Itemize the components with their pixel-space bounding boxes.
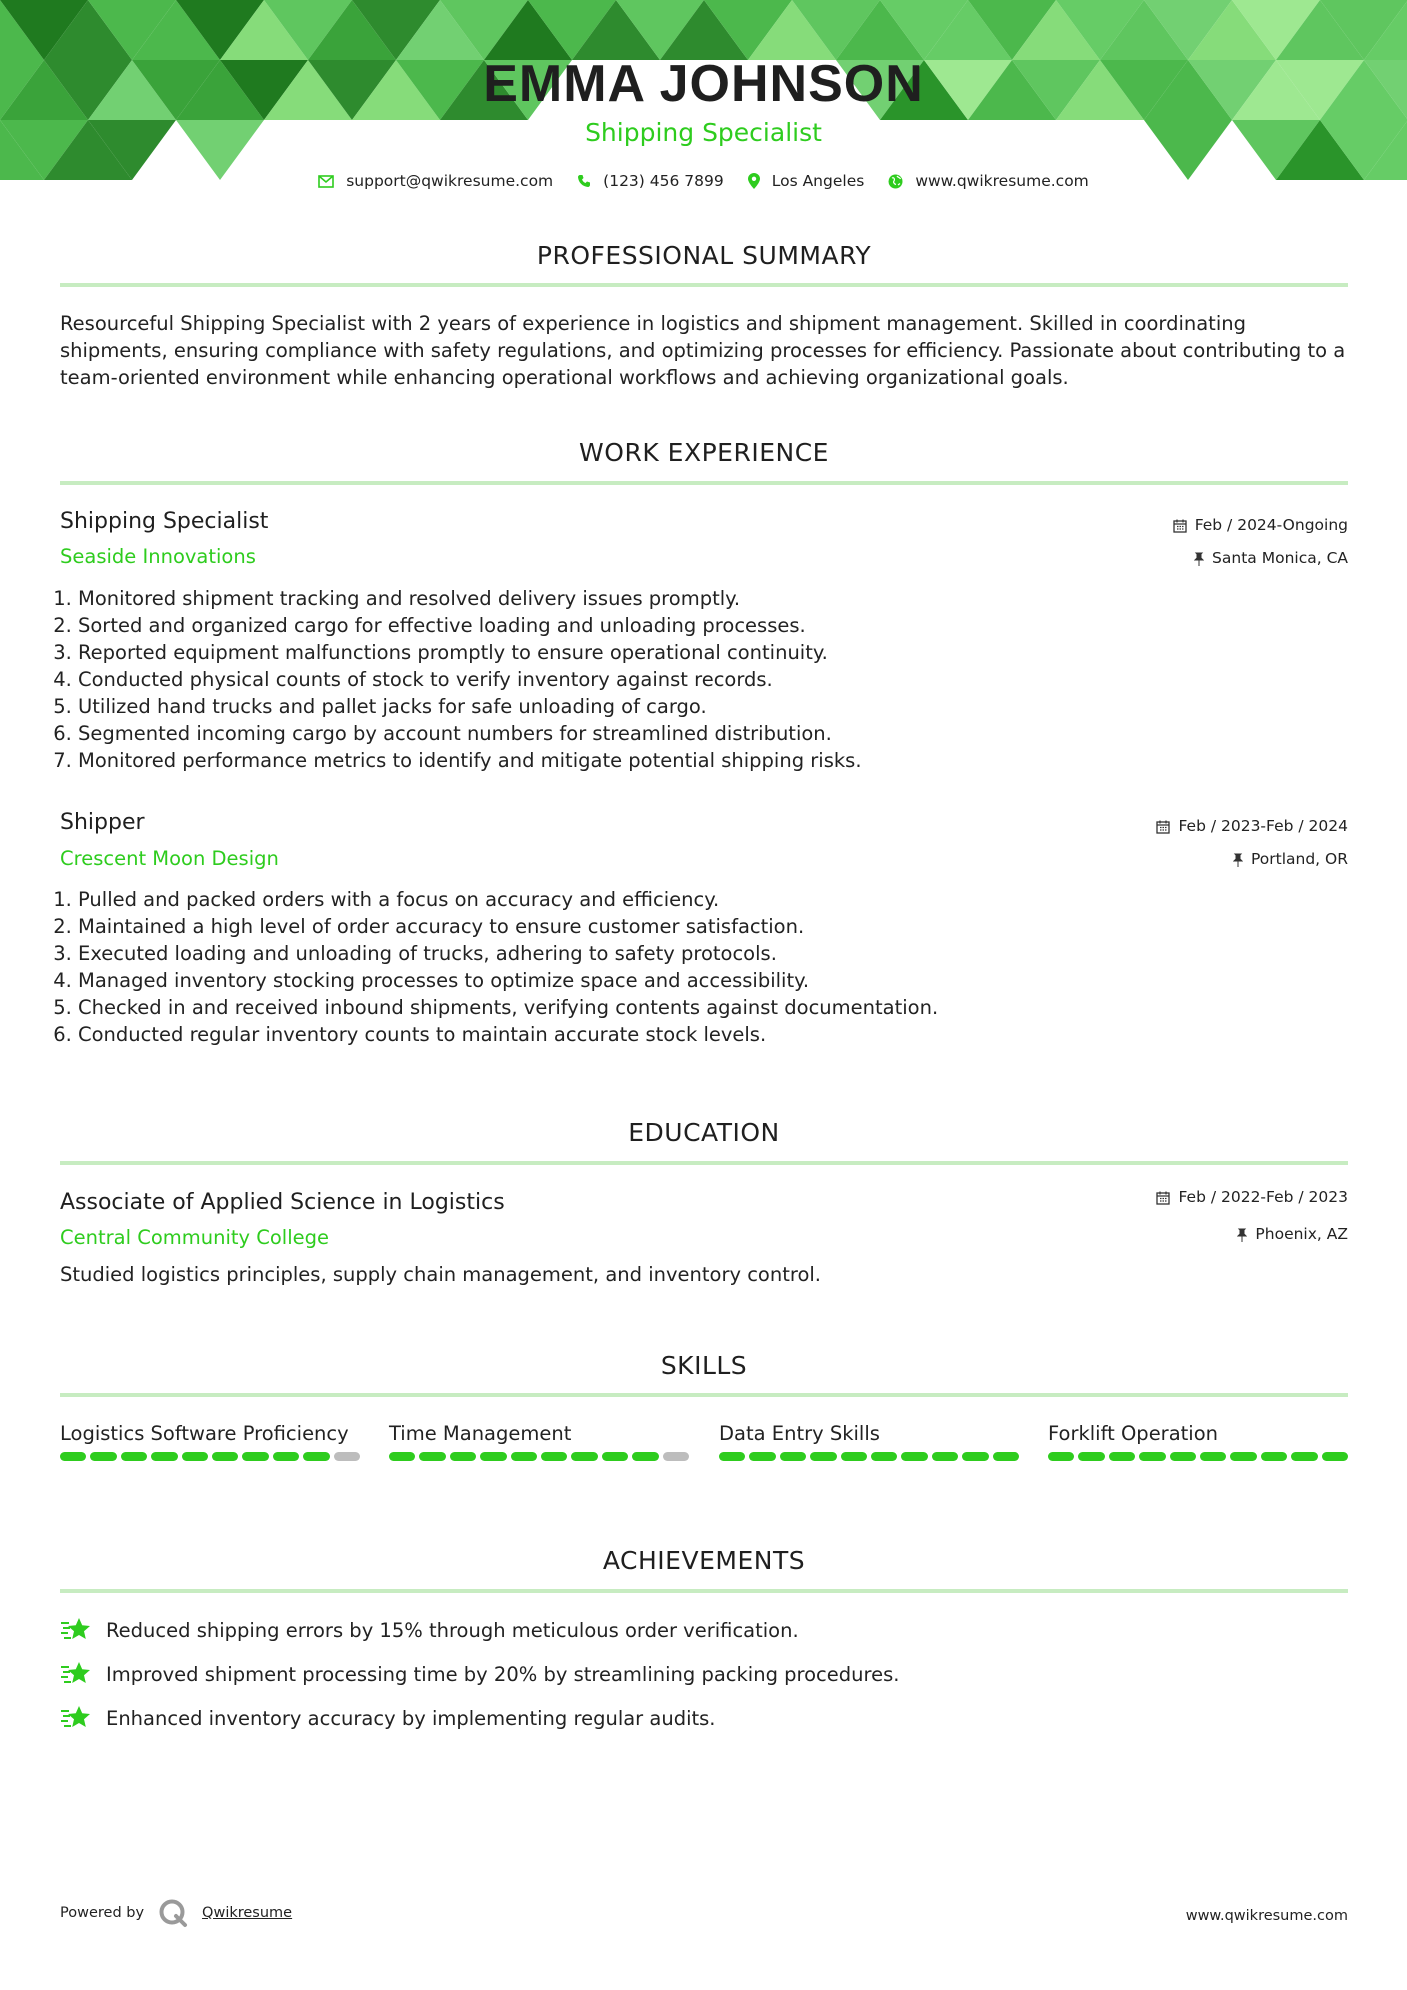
- skill-item: [719, 1420, 1019, 1461]
- experience-rule: [60, 481, 1348, 485]
- skill-segment: [334, 1452, 360, 1461]
- skill-segment: [1261, 1452, 1287, 1461]
- education-description: Studied logistics principles, supply chain management, and inventory control.: [60, 1263, 821, 1286]
- contact-website[interactable]: [888, 172, 1088, 190]
- skill-segment: [212, 1452, 238, 1461]
- skill-segment: [932, 1452, 958, 1461]
- job-title: Shipper: [60, 810, 145, 835]
- skill-segment: [480, 1452, 506, 1461]
- list-item: 3. Executed loading and unloading of trucks, adhering to safety protocols.: [78, 940, 1348, 967]
- pin-icon: [1237, 1228, 1247, 1242]
- skill-name: Time Management: [389, 1422, 572, 1445]
- job-location-text: Santa Monica, CA: [1212, 549, 1348, 567]
- star-icon: [60, 1705, 92, 1731]
- education-location-text: Phoenix, AZ: [1255, 1225, 1348, 1243]
- qwikresume-logo-icon: [158, 1898, 188, 1928]
- skill-segment: [121, 1452, 147, 1461]
- skills-heading: SKILLS: [660, 1351, 748, 1380]
- skill-segment: [242, 1452, 268, 1461]
- contact-bar: [0, 172, 1407, 190]
- skill-segment: [450, 1452, 476, 1461]
- skill-segment: [901, 1452, 927, 1461]
- skill-segment: [632, 1452, 658, 1461]
- star-icon: [60, 1661, 92, 1687]
- skill-segment: [182, 1452, 208, 1461]
- job-location-text: Portland, OR: [1250, 850, 1348, 868]
- footer-branding: [60, 1898, 292, 1928]
- pin-icon: [1194, 552, 1204, 566]
- skill-segment: [419, 1452, 445, 1461]
- education-dates: [1156, 1190, 1348, 1206]
- skill-segment: [1139, 1452, 1165, 1461]
- candidate-title: Shipping Specialist: [585, 118, 822, 147]
- envelope-icon: [318, 175, 334, 188]
- job-title: Shipping Specialist: [60, 509, 269, 534]
- achievement-text: Improved shipment processing time by 20% by streamlining packing procedures.: [106, 1662, 900, 1686]
- achievement-item: [60, 1617, 799, 1643]
- skill-segment: [780, 1452, 806, 1461]
- job-company: Seaside Innovations: [60, 545, 256, 568]
- skill-name: Forklift Operation: [1048, 1422, 1219, 1445]
- list-item: 7. Monitored performance metrics to identify and mitigate potential shipping risks.: [78, 747, 1348, 774]
- skill-level-bar: [60, 1452, 360, 1461]
- pin-icon: [1233, 853, 1243, 867]
- degree-title: Associate of Applied Science in Logistics: [60, 1190, 505, 1215]
- job-duties-list: [52, 886, 1348, 1048]
- skill-segment: [810, 1452, 836, 1461]
- achievements-heading: ACHIEVEMENTS: [602, 1546, 806, 1575]
- summary-heading: PROFESSIONAL SUMMARY: [536, 241, 872, 270]
- education-dates-text: Feb / 2022-Feb / 2023: [1178, 1188, 1348, 1206]
- skill-level-bar: [719, 1452, 1019, 1461]
- list-item: 3. Reported equipment malfunctions promptly to ensure operational continuity.: [78, 639, 1348, 666]
- skill-segment: [962, 1452, 988, 1461]
- skill-segment: [151, 1452, 177, 1461]
- skill-level-bar: [1048, 1452, 1348, 1461]
- phone-icon: [577, 174, 591, 188]
- summary-rule: [60, 283, 1348, 287]
- footer-website[interactable]: www.qwikresume.com: [1185, 1908, 1348, 1924]
- education-rule: [60, 1161, 1348, 1165]
- achievement-text: Enhanced inventory accuracy by implementing regular audits.: [106, 1706, 716, 1730]
- contact-phone-text: (123) 456 7899: [603, 172, 724, 190]
- achievement-text: Reduced shipping errors by 15% through meticulous order verification.: [106, 1618, 799, 1642]
- list-item: 1. Monitored shipment tracking and resolved delivery issues promptly.: [78, 585, 1348, 612]
- skill-segment: [841, 1452, 867, 1461]
- achievement-item: [60, 1705, 716, 1731]
- summary-text: Resourceful Shipping Specialist with 2 years of experience in logistics and shipment management. Skilled in coordinating shipments, ensuring compliance with safety regulations, and optimizing processes for efficiency. Passionate about contributing to a team-oriented environment while enhancing operational workflows and achieving organizational goals.: [60, 312, 1346, 389]
- job-location: [1194, 551, 1348, 567]
- job-dates: [1173, 518, 1348, 534]
- skill-item: [389, 1420, 689, 1461]
- skill-segment: [303, 1452, 329, 1461]
- contact-phone[interactable]: [577, 172, 724, 190]
- experience-heading: WORK EXPERIENCE: [579, 438, 829, 467]
- list-item: 4. Managed inventory stocking processes to optimize space and accessibility.: [78, 967, 1348, 994]
- star-icon: [60, 1617, 92, 1643]
- skill-segment: [60, 1452, 86, 1461]
- skill-level-bar: [389, 1452, 689, 1461]
- skill-name: Data Entry Skills: [719, 1422, 880, 1445]
- contact-email[interactable]: [318, 172, 553, 190]
- contact-email-text: support@qwikresume.com: [346, 172, 554, 190]
- skill-segment: [1200, 1452, 1226, 1461]
- list-item: 6. Conducted regular inventory counts to maintain accurate stock levels.: [78, 1021, 1348, 1048]
- list-item: 1. Pulled and packed orders with a focus on accuracy and efficiency.: [78, 886, 1348, 913]
- school-name: Central Community College: [60, 1226, 330, 1249]
- skill-name: Logistics Software Proficiency: [60, 1422, 349, 1445]
- calendar-icon: [1156, 820, 1170, 834]
- education-location: [1237, 1227, 1348, 1243]
- skill-segment: [389, 1452, 415, 1461]
- skill-segment: [90, 1452, 116, 1461]
- powered-by-label: Powered by: [60, 1905, 145, 1921]
- skill-segment: [1078, 1452, 1104, 1461]
- job-location: [1233, 852, 1348, 868]
- skill-segment: [1109, 1452, 1135, 1461]
- achievement-item: [60, 1661, 899, 1687]
- job-company: Crescent Moon Design: [60, 847, 279, 870]
- skill-segment: [1291, 1452, 1317, 1461]
- contact-location: [748, 172, 865, 190]
- skill-segment: [993, 1452, 1019, 1461]
- skill-segment: [719, 1452, 745, 1461]
- skill-item: [60, 1420, 360, 1461]
- skill-segment: [1170, 1452, 1196, 1461]
- qwikresume-link[interactable]: Qwikresume: [202, 1905, 293, 1921]
- skill-segment: [511, 1452, 537, 1461]
- contact-location-text: Los Angeles: [771, 172, 865, 190]
- skill-segment: [1048, 1452, 1074, 1461]
- list-item: 5. Checked in and received inbound shipments, verifying contents against documentation.: [78, 994, 1348, 1021]
- map-marker-icon: [748, 173, 760, 189]
- list-item: 2. Maintained a high level of order accuracy to ensure customer satisfaction.: [78, 913, 1348, 940]
- skill-segment: [541, 1452, 567, 1461]
- skill-segment: [1322, 1452, 1348, 1461]
- job-duties-list: [52, 585, 1348, 774]
- list-item: 6. Segmented incoming cargo by account numbers for streamlined distribution.: [78, 720, 1348, 747]
- job-dates-text: Feb / 2024-Ongoing: [1194, 516, 1348, 534]
- job-dates: [1156, 819, 1348, 835]
- job-dates-text: Feb / 2023-Feb / 2024: [1178, 817, 1348, 835]
- skill-segment: [571, 1452, 597, 1461]
- skill-segment: [602, 1452, 628, 1461]
- skill-segment: [273, 1452, 299, 1461]
- skill-segment: [749, 1452, 775, 1461]
- education-heading: EDUCATION: [628, 1118, 780, 1147]
- list-item: 2. Sorted and organized cargo for effective loading and unloading processes.: [78, 612, 1348, 639]
- skills-rule: [60, 1393, 1348, 1397]
- skill-item: [1048, 1420, 1348, 1461]
- list-item: 5. Utilized hand trucks and pallet jacks for safe unloading of cargo.: [78, 693, 1348, 720]
- contact-website-text: www.qwikresume.com: [915, 172, 1089, 190]
- skill-segment: [871, 1452, 897, 1461]
- calendar-icon: [1173, 519, 1187, 533]
- candidate-name: EMMA JOHNSON: [483, 55, 924, 113]
- achievements-rule: [60, 1589, 1348, 1593]
- skill-segment: [663, 1452, 689, 1461]
- skill-segment: [1230, 1452, 1256, 1461]
- globe-icon: [888, 174, 903, 189]
- calendar-icon: [1156, 1191, 1170, 1205]
- list-item: 4. Conducted physical counts of stock to verify inventory against records.: [78, 666, 1348, 693]
